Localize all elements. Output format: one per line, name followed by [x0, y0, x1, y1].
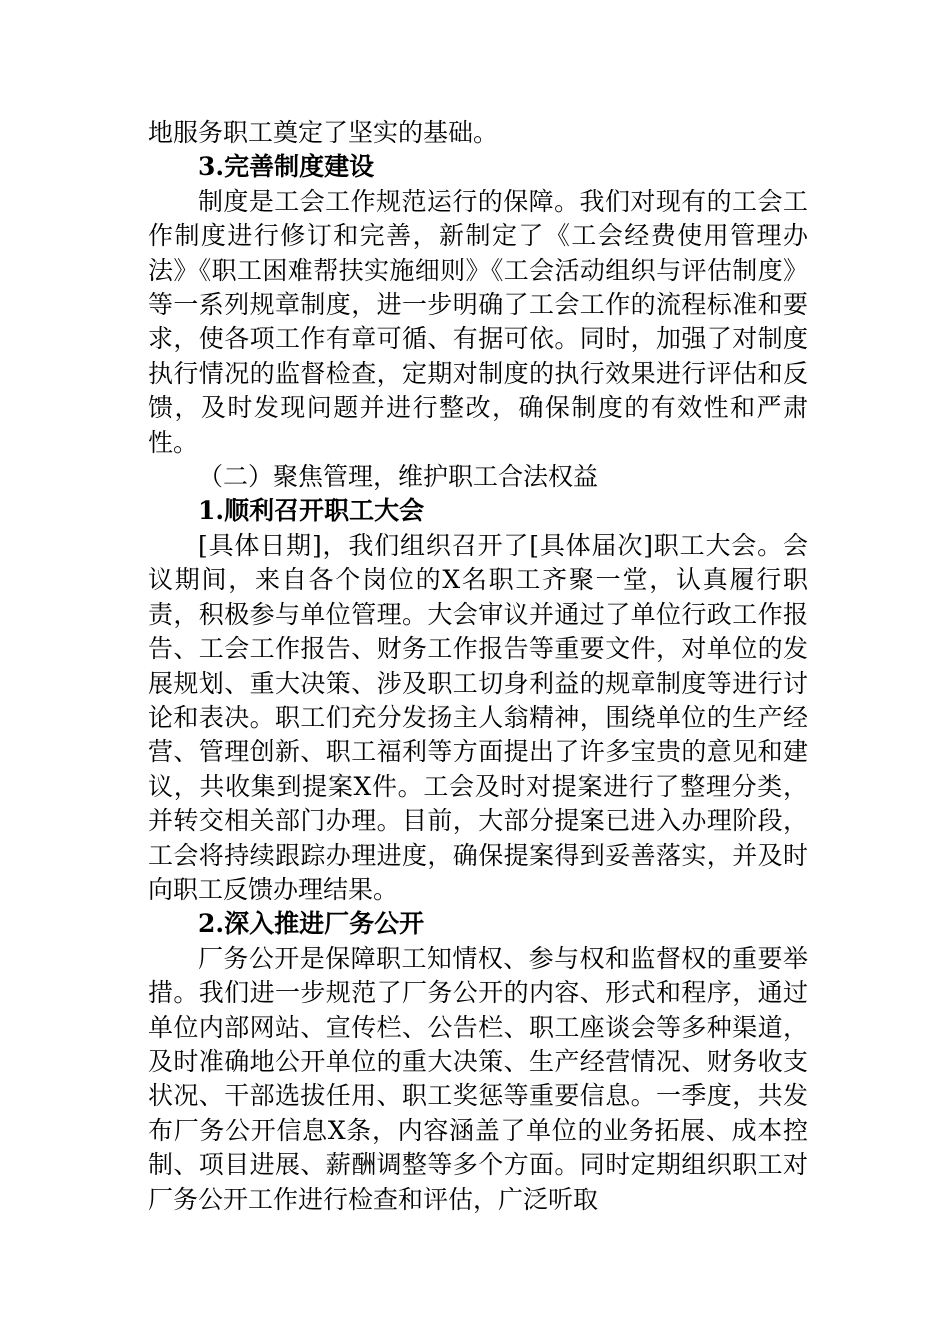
section-heading-management: （二）聚焦管理，维护职工合法权益 — [198, 462, 599, 492]
heading-improve-system: 3.完善制度建设 — [198, 152, 375, 182]
paragraph-continuation: 地服务职工奠定了坚实的基础。 — [148, 118, 499, 147]
paragraph-staff-congress: [具体日期]，我们组织召开了[具体届次]职工大会。会议期间，来自各个岗位的X名职工齐聚一堂，认真履行职责，积极参与单位管理。大会审议并通过了单位行政工作报告、工会工作报告、财务工作报告等重要文件，对单位的发展规划、重大决策、涉及职工切身利益的规章制度等进行讨论和表决。职工们充分发扬主人翁精神，围绕单位的生产经营、管理创新、职工福利等方面提出了许多宝贵的意见和建议，共收集到提案X件。工会及时对提案进行了整理分类，并转交相关部门办理。目前，大部分提案已进入办理阶段，工会将持续跟踪办理进度，确保提案得到妥善落实，并及时向职工反馈办理结果。 — [148, 530, 808, 904]
paragraph-factory-affairs: 厂务公开是保障职工知情权、参与权和监督权的重要举措。我们进一步规范了厂务公开的内容、形式和程序，通过单位内部网站、宣传栏、公告栏、职工座谈会等多种渠道，及时准确地公开单位的重大决策、生产经营情况、财务收支状况、干部选拔任用、职工奖惩等重要信息。一季度，共发布厂务公开信息X条，内容涵盖了单位的业务拓展、成本控制、项目进展、薪酬调整等多个方面。同时定期组织职工对厂务公开工作进行检查和评估，广泛听取 — [148, 943, 808, 1214]
heading-staff-congress: 1.顺利召开职工大会 — [198, 496, 425, 526]
paragraph-system-building: 制度是工会工作规范运行的保障。我们对现有的工会工作制度进行修订和完善，新制定了《工会经费使用管理办法》《职工困难帮扶实施细则》《工会活动组织与评估制度》等一系列规章制度，进一步明确了工会工作的流程标准和要求，使各项工作有章可循、有据可依。同时，加强了对制度执行情况的监督检查，定期对制度的执行效果进行评估和反馈，及时发现问题并进行整改，确保制度的有效性和严肃性。 — [148, 186, 808, 457]
heading-factory-affairs: 2.深入推进厂务公开 — [198, 909, 425, 939]
document-body — [148, 116, 808, 1217]
